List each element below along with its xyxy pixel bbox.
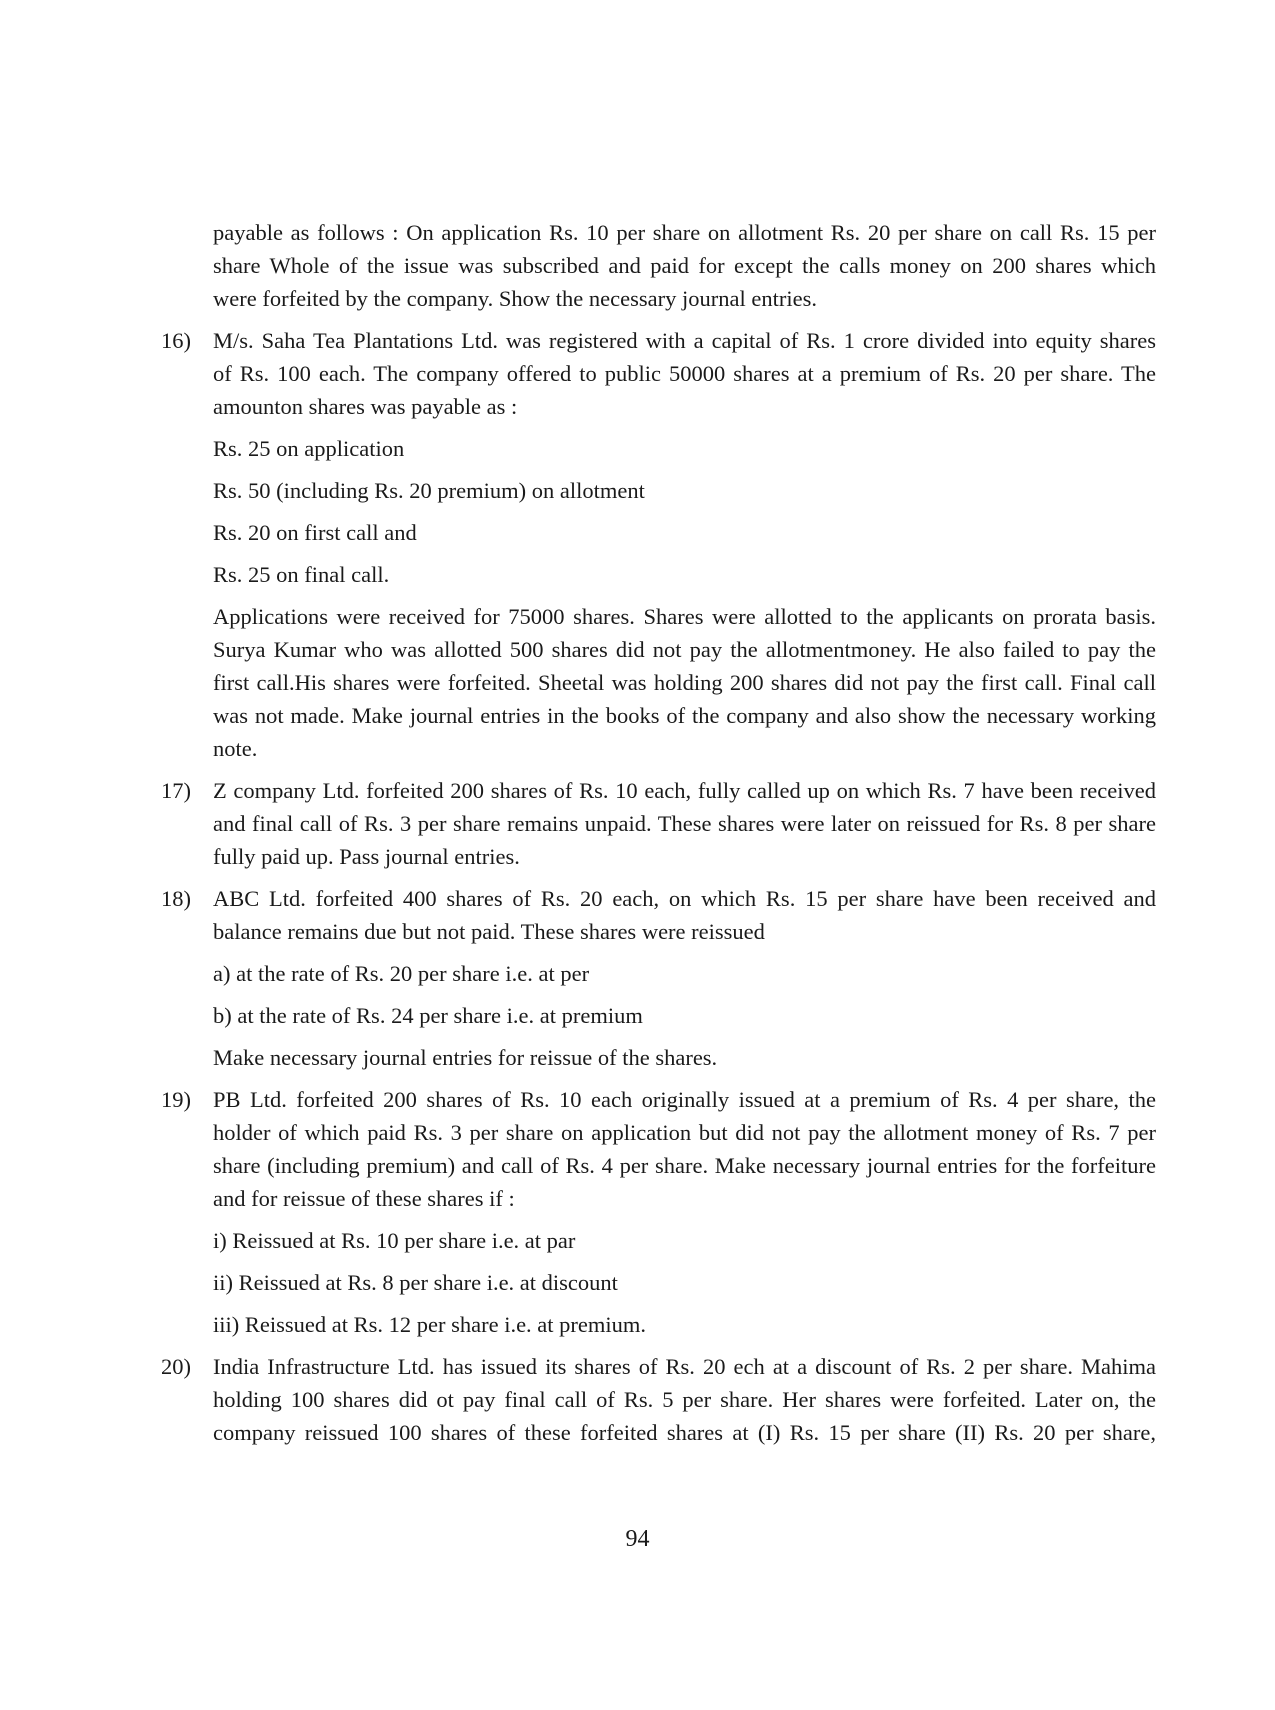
question-18 (161, 882, 1156, 1074)
text-line: and final call of Rs. 3 per share remains unpaid. These shares were later on reissued for Rs. 8 per share (213, 811, 1156, 836)
text-line: company reissued 100 shares of these forfeited shares at (I) Rs. 15 per share (II) Rs. 20 per share, (213, 1420, 1156, 1445)
question-body (213, 600, 1156, 765)
text-line: ABC Ltd. forfeited 400 shares of Rs. 20 each, on which Rs. 15 per share have been received and (213, 886, 1156, 911)
question-number: 17) (161, 778, 191, 803)
text-line: Z company Ltd. forfeited 200 shares of Rs. 10 each, fully called up on which Rs. 7 have been received (213, 778, 1156, 803)
text-line: payable as follows : On application Rs. 10 per share on allotment Rs. 20 per share on call Rs. 15 per (213, 220, 1156, 245)
question-17 (161, 774, 1156, 873)
text-line: PB Ltd. forfeited 200 shares of Rs. 10 each originally issued at a premium of Rs. 4 per share, the (213, 1087, 1156, 1112)
instruction-line: Make necessary journal entries for reissue of the shares. (213, 1045, 718, 1070)
question-number: 19) (161, 1087, 191, 1112)
text-line: holder of which paid Rs. 3 per share on application but did not pay the allotment money of Rs. 7 per (213, 1120, 1156, 1145)
text-line: of Rs. 100 each. The company offered to public 50000 shares at a premium of Rs. 20 per share. The (213, 361, 1156, 386)
question-number: 18) (161, 886, 191, 911)
text-line: fully paid up. Pass journal entries. (213, 844, 520, 869)
text-line: were forfeited by the company. Show the necessary journal entries. (213, 286, 817, 311)
option-item: i) Reissued at Rs. 10 per share i.e. at par (213, 1228, 576, 1253)
text-line: first call.His shares were forfeited. Sheetal was holding 200 shares did not pay the first call. Final call (213, 670, 1156, 695)
payment-item: Rs. 20 on first call and (213, 520, 417, 545)
question-number: 20) (161, 1354, 191, 1379)
text-line: Surya Kumar who was allotted 500 shares did not pay the allotmentmoney. He also failed to pay the (213, 637, 1156, 662)
text-line: balance remains due but not paid. These shares were reissued (213, 919, 765, 944)
question-20 (161, 1350, 1156, 1449)
continuation-paragraph (213, 216, 1156, 315)
question-number: 16) (161, 328, 191, 353)
payment-item: Rs. 25 on application (213, 436, 405, 461)
text-line: was not made. Make journal entries in the books of the company and also show the necessary working (213, 703, 1156, 728)
page-content (161, 216, 1156, 1449)
text-line: share Whole of the issue was subscribed and paid for except the calls money on 200 shares which (213, 253, 1156, 278)
text-line: Applications were received for 75000 shares. Shares were allotted to the applicants on prorata basis. (213, 604, 1156, 629)
text-line: M/s. Saha Tea Plantations Ltd. was registered with a capital of Rs. 1 crore divided into equity shares (213, 328, 1156, 353)
payment-item: Rs. 50 (including Rs. 20 premium) on allotment (213, 478, 645, 503)
text-line: note. (213, 736, 258, 761)
text-line: and for reissue of these shares if : (213, 1186, 515, 1211)
option-item: a) at the rate of Rs. 20 per share i.e. at per (213, 961, 590, 986)
question-16 (161, 324, 1156, 765)
text-line: share (including premium) and call of Rs. 4 per share. Make necessary journal entries for the forfeiture (213, 1153, 1156, 1178)
option-item: b) at the rate of Rs. 24 per share i.e. at premium (213, 1003, 643, 1028)
question-19 (161, 1083, 1156, 1341)
text-line: India Infrastructure Ltd. has issued its shares of Rs. 20 ech at a discount of Rs. 2 per share. Mahima (213, 1354, 1156, 1379)
option-item: iii) Reissued at Rs. 12 per share i.e. at premium. (213, 1312, 647, 1337)
text-line: amounton shares was payable as : (213, 394, 518, 419)
page-number: 94 (625, 1526, 650, 1552)
option-item: ii) Reissued at Rs. 8 per share i.e. at discount (213, 1270, 618, 1295)
text-line: holding 100 shares did ot pay final call of Rs. 5 per share. Her shares were forfeited. Later on, the (213, 1387, 1156, 1412)
payment-item: Rs. 25 on final call. (213, 562, 390, 587)
